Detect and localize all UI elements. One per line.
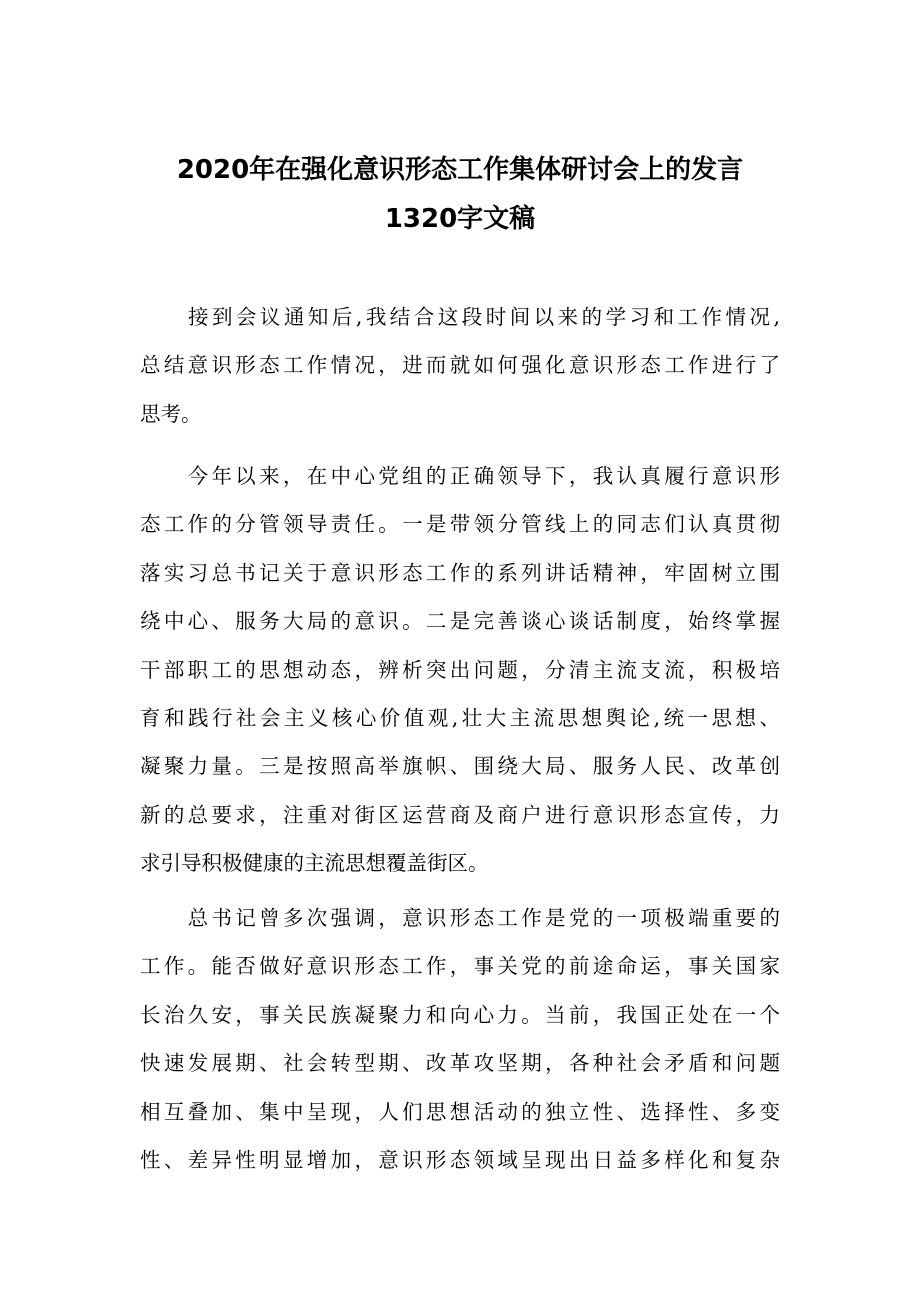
text-line: 性、差异性明显增加，意识形态领域呈现出日益多样化和复杂: [140, 1147, 780, 1172]
document-title-line-1: 2020年在强化意识形态工作集体研讨会上的发言: [176, 155, 744, 185]
text-line: 思考。: [140, 401, 202, 426]
text-line: 育和践行社会主义核心价值观,壮大主流思想舆论,统一思想、: [140, 705, 780, 730]
text-line: 态工作的分管领导责任。一是带领分管线上的同志们认真贯彻: [140, 512, 780, 537]
text-line: 绕中心、服务大局的意识。二是完善谈心谈话制度，始终掌握: [140, 609, 780, 634]
text-line: 总结意识形态工作情况，进而就如何强化意识形态工作进行了: [140, 353, 780, 378]
paragraph-3: [140, 894, 780, 1184]
text-line: 落实习总书记关于意识形态工作的系列讲话精神，牢固树立围: [140, 560, 780, 585]
text-line: 长治久安，事关民族凝聚力和向心力。当前，我国正处在一个: [140, 1002, 780, 1027]
text-line: 工作。能否做好意识形态工作，事关党的前途命运，事关国家: [140, 954, 780, 979]
text-line: 总书记曾多次强调，意识形态工作是党的一项极端重要的: [140, 906, 780, 930]
text-line: 接到会议通知后,我结合这段时间以来的学习和工作情况,: [140, 305, 780, 329]
text-line: 快速发展期、社会转型期、改革攻坚期，各种社会矛盾和问题: [140, 1051, 780, 1076]
text-line: 凝聚力量。三是按照高举旗帜、围绕大局、服务人民、改革创: [140, 754, 780, 779]
paragraph-1: [140, 293, 780, 438]
text-line: 今年以来，在中心党组的正确领导下，我认真履行意识形: [140, 464, 780, 488]
text-line: 新的总要求，注重对街区运营商及商户进行意识形态宣传，力: [140, 802, 780, 827]
text-line: 相互叠加、集中呈现，人们思想活动的独立性、选择性、多变: [140, 1099, 780, 1124]
text-line: 求引导积极健康的主流思想覆盖街区。: [140, 851, 489, 876]
text-line: 干部职工的思想动态，辨析突出问题，分清主流支流，积极培: [140, 657, 780, 682]
document-title-line-2: 1320字文稿: [384, 204, 536, 234]
paragraph-2: [140, 452, 780, 888]
